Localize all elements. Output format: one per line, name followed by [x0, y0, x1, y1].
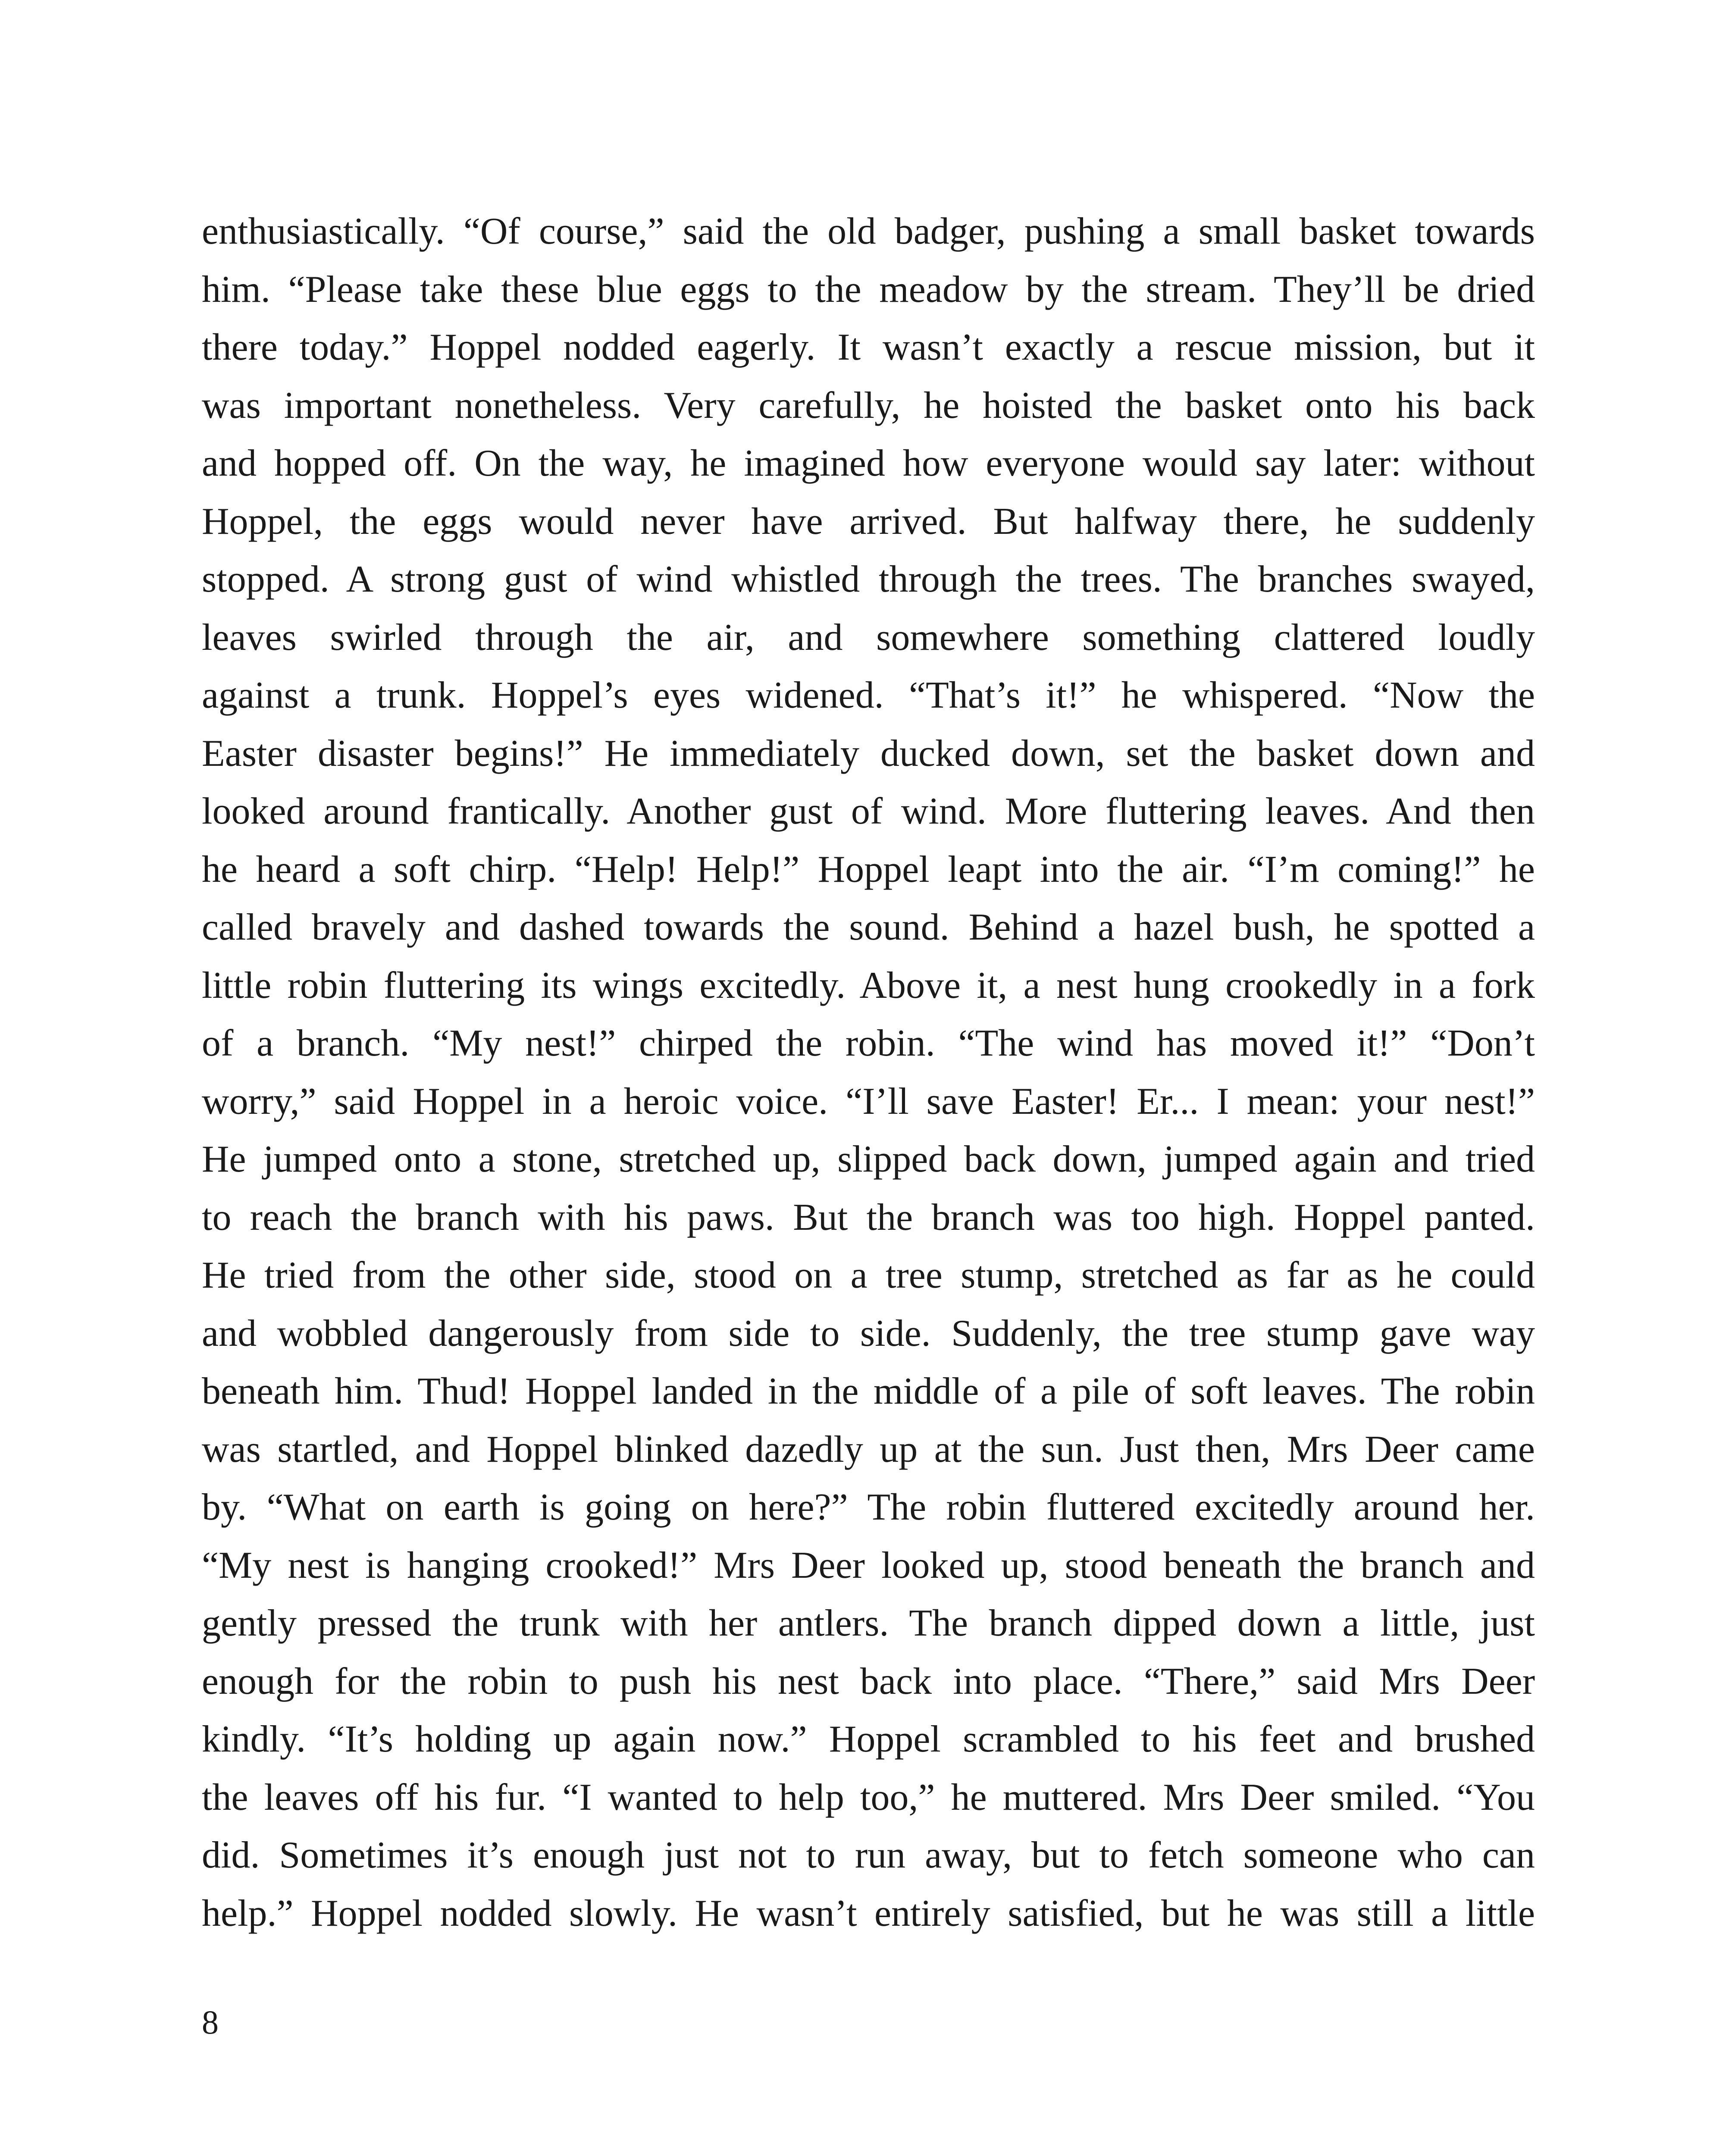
text-line: little robin fluttering its wings excitedly. Above it, a nest hung crookedly in a fork: [202, 964, 1535, 1006]
text-line: stopped. A strong gust of wind whistled through the trees. The branches swayed,: [202, 558, 1535, 600]
text-line: was startled, and Hoppel blinked dazedly up at the sun. Just then, Mrs Deer came: [202, 1428, 1535, 1470]
text-line: and hopped off. On the way, he imagined how everyone would say later: without: [202, 442, 1535, 484]
text-line: enthusiastically. “Of course,” said the old badger, pushing a small basket towards: [202, 210, 1535, 252]
text-line: and wobbled dangerously from side to side. Suddenly, the tree stump gave way: [202, 1312, 1535, 1354]
text-line: kindly. “It’s holding up again now.” Hoppel scrambled to his feet and brushed: [202, 1718, 1535, 1760]
text-line: he heard a soft chirp. “Help! Help!” Hoppel leapt into the air. “I’m coming!” he: [202, 848, 1535, 890]
text-line: by. “What on earth is going on here?” The robin fluttered excitedly around her.: [202, 1486, 1535, 1528]
text-line: there today.” Hoppel nodded eagerly. It wasn’t exactly a rescue mission, but it: [202, 326, 1535, 368]
text-line: He tried from the other side, stood on a tree stump, stretched as far as he could: [202, 1254, 1535, 1296]
text-line: Easter disaster begins!” He immediately ducked down, set the basket down and: [202, 732, 1535, 774]
text-line: enough for the robin to push his nest back into place. “There,” said Mrs Deer: [202, 1660, 1535, 1702]
text-line: was important nonetheless. Very carefully, he hoisted the basket onto his back: [202, 384, 1535, 426]
page-number: 8: [202, 2003, 219, 2041]
text-line: beneath him. Thud! Hoppel landed in the middle of a pile of soft leaves. The robin: [202, 1370, 1535, 1412]
text-line: help.” Hoppel nodded slowly. He wasn’t entirely satisfied, but he was still a little: [202, 1892, 1535, 1934]
text-line: to reach the branch with his paws. But the branch was too high. Hoppel panted.: [202, 1196, 1535, 1238]
text-line: called bravely and dashed towards the sound. Behind a hazel bush, he spotted a: [202, 906, 1535, 948]
text-line: He jumped onto a stone, stretched up, slipped back down, jumped again and tried: [202, 1138, 1535, 1180]
text-line: against a trunk. Hoppel’s eyes widened. “That’s it!” he whispered. “Now the: [202, 674, 1535, 716]
text-line: the leaves off his fur. “I wanted to help too,” he muttered. Mrs Deer smiled. “You: [202, 1776, 1535, 1818]
text-line: worry,” said Hoppel in a heroic voice. “I’ll save Easter! Er... I mean: your nest!”: [202, 1080, 1535, 1122]
text-line: looked around frantically. Another gust of wind. More fluttering leaves. And then: [202, 790, 1535, 832]
text-line: of a branch. “My nest!” chirped the robin. “The wind has moved it!” “Don’t: [202, 1022, 1535, 1064]
text-line: leaves swirled through the air, and somewhere something clattered loudly: [202, 616, 1535, 658]
text-line: gently pressed the trunk with her antlers. The branch dipped down a little, just: [202, 1602, 1535, 1644]
text-line: “My nest is hanging crooked!” Mrs Deer looked up, stood beneath the branch and: [202, 1544, 1535, 1586]
text-line: Hoppel, the eggs would never have arrived. But halfway there, he suddenly: [202, 500, 1535, 542]
body-text: [202, 203, 1535, 1943]
text-line: did. Sometimes it’s enough just not to run away, but to fetch someone who can: [202, 1834, 1535, 1876]
text-line: him. “Please take these blue eggs to the meadow by the stream. They’ll be dried: [202, 268, 1535, 310]
